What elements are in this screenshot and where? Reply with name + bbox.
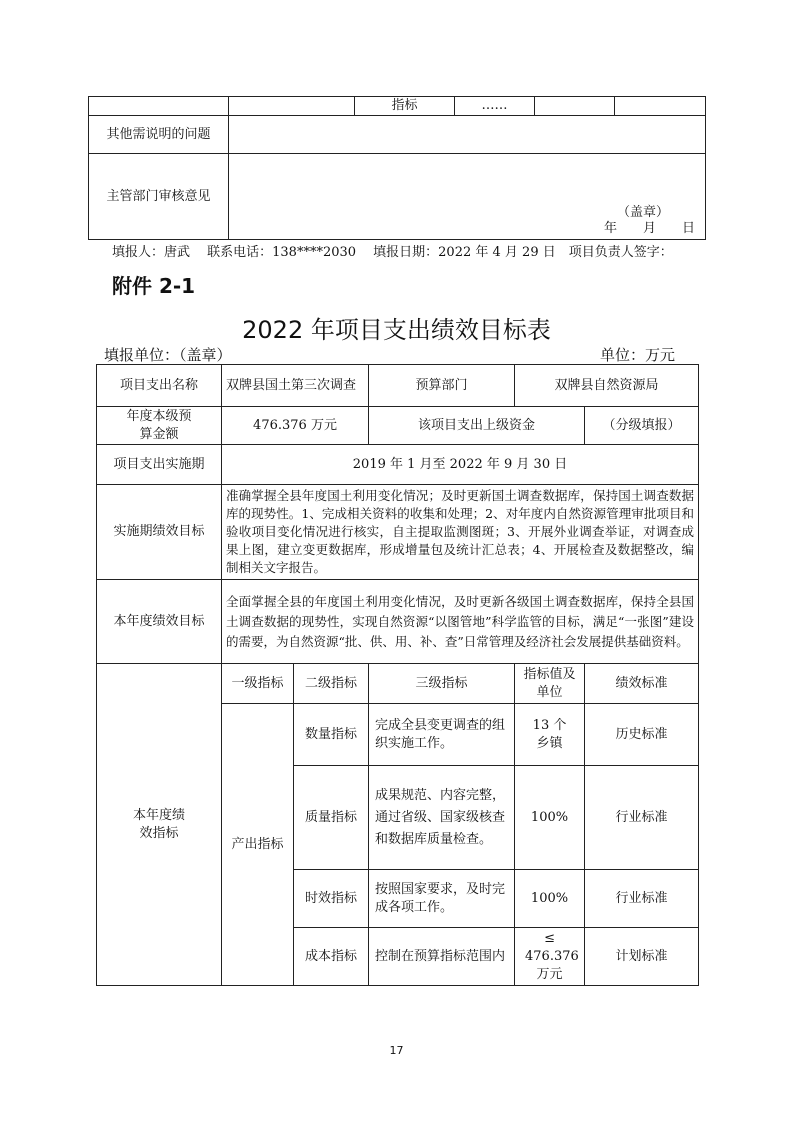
page-number: 17: [389, 1044, 404, 1057]
row-standard: 历史标准: [585, 704, 699, 766]
header-value: 指标值及单位: [515, 664, 585, 704]
unit-right: 单位：万元: [600, 346, 676, 364]
row-standard: 行业标准: [585, 870, 699, 928]
annual-budget: 476.376 万元: [222, 407, 369, 445]
proj-name-label: 项目支出名称: [97, 365, 222, 407]
row-level3: 完成全县变更调查的组织实施工作。: [369, 704, 515, 766]
level1-output: 产出指标: [222, 704, 294, 986]
row-value: 13 个乡镇: [515, 704, 585, 766]
top-blank-cell-4: [615, 97, 706, 116]
top-indicator-value: ……: [455, 97, 535, 116]
top-blank-cell-2: [229, 97, 355, 116]
other-issues-label: 其他需说明的问题: [89, 116, 229, 154]
budget-dept: 双牌县自然资源局: [515, 365, 699, 407]
row-level2: 质量指标: [294, 766, 369, 870]
annual-budget-label: 年度本级预算金额: [97, 407, 222, 445]
top-table: [88, 96, 706, 240]
row-level2: 数量指标: [294, 704, 369, 766]
other-issues-value: [229, 116, 706, 154]
row-standard: 行业标准: [585, 766, 699, 870]
row-level2: 成本指标: [294, 928, 369, 986]
top-indicator-label: 指标: [355, 97, 455, 116]
document-title: 2022 年项目支出绩效目标表: [242, 316, 551, 344]
main-table: [96, 364, 699, 986]
seal-text: （盖章）: [616, 205, 669, 220]
row-value: 100%: [515, 766, 585, 870]
period-goal-label: 实施期绩效目标: [97, 485, 222, 580]
header-level1: 一级指标: [222, 664, 294, 704]
budget-dept-label: 预算部门: [369, 365, 515, 407]
upper-funds-label: 该项目支出上级资金: [369, 407, 585, 445]
annual-goal-label: 本年度绩效目标: [97, 580, 222, 664]
period-label: 项目支出实施期: [97, 445, 222, 485]
review-cell: [229, 154, 706, 240]
upper-funds: （分级填报）: [585, 407, 699, 445]
row-level2: 时效指标: [294, 870, 369, 928]
row-level3: 成果规范、内容完整，通过省级、国家级核查和数据库质量检查。: [369, 766, 515, 870]
header-standard: 绩效标准: [585, 664, 699, 704]
row-value: 100%: [515, 870, 585, 928]
row-level3: 按照国家要求，及时完成各项工作。: [369, 870, 515, 928]
review-label: 主管部门审核意见: [89, 154, 229, 240]
attachment-label: 附件 2-1: [112, 274, 196, 298]
row-level3: 控制在预算指标范围内: [369, 928, 515, 986]
indicators-label: 本年度绩效指标: [97, 664, 222, 986]
header-level2: 二级指标: [294, 664, 369, 704]
top-blank-cell-3: [535, 97, 615, 116]
period-goal: 准确掌握全县年度国土利用变化情况；及时更新国土调查数据库，保持国土调查数据库的现势性。1、完成相关资料的收集和处理；2、对年度内自然资源管理审批项目和验收项目变化情况进行核实，自主提取监测图斑；3、开展外业调查举证，对调查成果上图，建立变更数据库，形成增量包及统计汇总表；4、开展检查及数据整改，编制相关文字报告。: [222, 485, 699, 580]
header-level3: 三级指标: [369, 664, 515, 704]
annual-goal: 全面掌握全县的年度国土利用变化情况，及时更新各级国土调查数据库，保持全县国土调查数据的现势性，实现自然资源“以图管地”科学监管的目标，满足“一张图”建设的需要，为自然资源“批、供、用、补、查”日常管理及经济社会发展提供基础资料。: [222, 580, 699, 664]
date-line: 年 月 日: [603, 221, 695, 236]
proj-name: 双牌县国土第三次调查: [222, 365, 369, 407]
row-value: ≤ 476.376 万元: [515, 928, 585, 986]
unit-left: 填报单位：（盖章）: [104, 346, 232, 364]
period: 2019 年 1 月至 2022 年 9 月 30 日: [222, 445, 699, 485]
top-blank-cell-1: [89, 97, 229, 116]
row-standard: 计划标准: [585, 928, 699, 986]
filler-line: 填报人：唐武 联系电话：138****2030 填报日期：2022 年 4 月 29 日 项目负责人签字：: [112, 245, 673, 260]
